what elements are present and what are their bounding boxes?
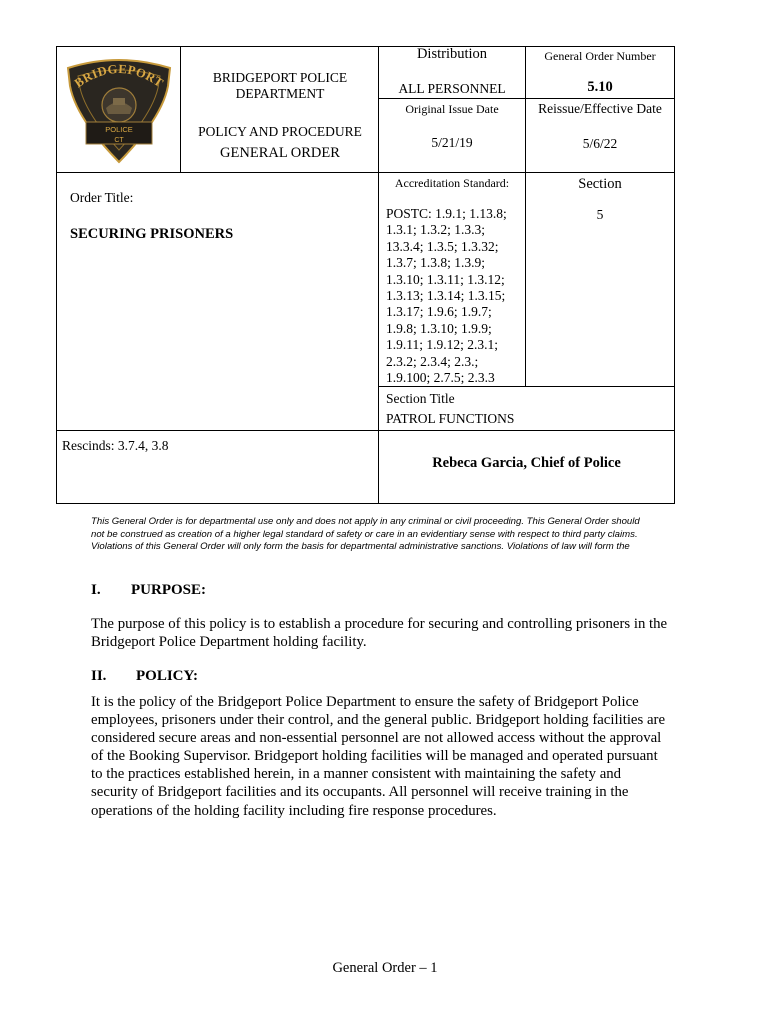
department-name	[190, 70, 370, 102]
badge-band-line2: CT	[114, 137, 124, 144]
divider-logo-bottom	[56, 172, 379, 173]
section-title-label: Section Title	[386, 391, 455, 406]
section-title: PATROL FUNCTIONS	[386, 411, 515, 426]
body-line: operations of the holding facility including fire response procedures.	[91, 802, 497, 819]
section-value: 5	[596, 207, 604, 222]
table-border-right	[674, 46, 675, 504]
accreditation-line: 2.3.2; 2.3.4; 2.3.;	[386, 353, 479, 369]
general-order-number: 5.10	[587, 79, 613, 95]
badge-band-line1: POLICE	[105, 125, 133, 134]
divider-rescinds	[56, 430, 675, 431]
body-line: The purpose of this policy is to establish a procedure for securing and controlling prisoners in the	[91, 616, 668, 632]
accreditation-line: POSTC: 1.9.1; 1.13.8;	[386, 206, 507, 221]
section-label: Section	[578, 176, 622, 192]
accreditation-line: 1.9.8; 1.3.10; 1.9.9;	[386, 320, 492, 336]
policy-line1: POLICY AND PROCEDURE	[198, 124, 362, 139]
accreditation-label: Accreditation Standard:	[394, 176, 510, 190]
section-1-body	[91, 615, 691, 651]
accreditation-line: 1.3.7; 1.3.8; 1.3.9;	[386, 255, 486, 271]
disclaimer	[91, 516, 691, 554]
signature: Rebeca Garcia, Chief of Police	[432, 455, 621, 471]
accreditation-standards	[386, 206, 524, 386]
disclaimer-line: not be construed as creation of a higher legal standard of safety or care in an evidentiary sense with respect to third party claims.	[91, 528, 638, 540]
table-border-left	[56, 46, 57, 504]
order-title: SECURING PRISONERS	[70, 226, 234, 242]
body-line: considered secure areas and non-essential personnel are not allowed access without the approval	[91, 730, 662, 747]
department-badge-logo	[64, 58, 174, 164]
accreditation-line: 13.3.4; 1.3.5; 1.3.32;	[386, 238, 499, 254]
accreditation-line: 1.9.100; 2.7.5; 2.3.3	[386, 370, 495, 386]
disclaimer-line: This General Order is for departmental use only and does not apply in any criminal or civil proceeding. This General Order should	[91, 516, 640, 527]
accreditation-line: 1.3.10; 1.3.11; 1.3.12;	[386, 271, 505, 287]
body-line: of the Booking Supervisor. Bridgeport holding facilities will be managed and operated pursuant	[91, 748, 658, 765]
accreditation-line: 1.3.17; 1.9.6; 1.9.7;	[386, 304, 492, 320]
general-order-number-label: General Order Number	[544, 49, 656, 63]
department-line1: BRIDGEPORT POLICE	[212, 70, 348, 85]
disclaimer-line: Violations of this General Order will only form the basis for departmental administrative sanctions. Violations of law will form the	[91, 541, 630, 553]
section-2-title: POLICY:	[136, 668, 198, 684]
section-1-title: PURPOSE:	[131, 582, 206, 598]
reissue-date: 5/6/22	[582, 136, 618, 151]
department-line2: DEPARTMENT	[235, 86, 325, 101]
original-issue-label: Original Issue Date	[405, 102, 499, 116]
section-1-number: I.	[91, 582, 101, 598]
original-issue-date: 5/21/19	[431, 135, 473, 150]
order-title-label: Order Title:	[70, 190, 134, 205]
body-line: security of Bridgeport facilities and its occupants. All personnel will receive training in the	[91, 784, 629, 801]
policy-title	[186, 124, 374, 164]
distribution-value: ALL PERSONNEL	[398, 81, 506, 96]
distribution-label: Distribution	[416, 46, 488, 62]
section-2-number: II.	[91, 668, 107, 684]
rescinds: Rescinds: 3.7.4, 3.8	[62, 438, 169, 453]
section-2-body	[91, 693, 691, 820]
divider-row2	[378, 172, 675, 173]
accreditation-line: 1.9.11; 1.9.12; 2.3.1;	[386, 337, 499, 353]
body-line: Bridgeport Police Department holding facility.	[91, 634, 367, 651]
badge-arc-text: BRIDGEPORT	[71, 61, 167, 91]
divider-row1	[378, 98, 675, 99]
table-border-top	[56, 46, 675, 47]
page-footer: General Order – 1	[332, 960, 438, 976]
body-line: It is the policy of the Bridgeport Police Department to ensure the safety of Bridgeport Police	[91, 694, 639, 710]
body-line: to the practices established herein, in a manner consistent with maintaining the safety and	[91, 766, 622, 783]
body-line: employees, prisoners under their control, and the general public. Bridgeport holding facilities are	[91, 712, 666, 729]
reissue-label: Reissue/Effective Date	[538, 101, 662, 116]
accreditation-line: 1.3.1; 1.3.2; 1.3.3;	[386, 222, 486, 238]
accreditation-line: 1.3.13; 1.3.14; 1.3.15;	[386, 288, 506, 304]
policy-line2: GENERAL ORDER	[220, 145, 340, 161]
divider-logo	[180, 46, 181, 172]
table-border-bottom	[56, 503, 675, 504]
